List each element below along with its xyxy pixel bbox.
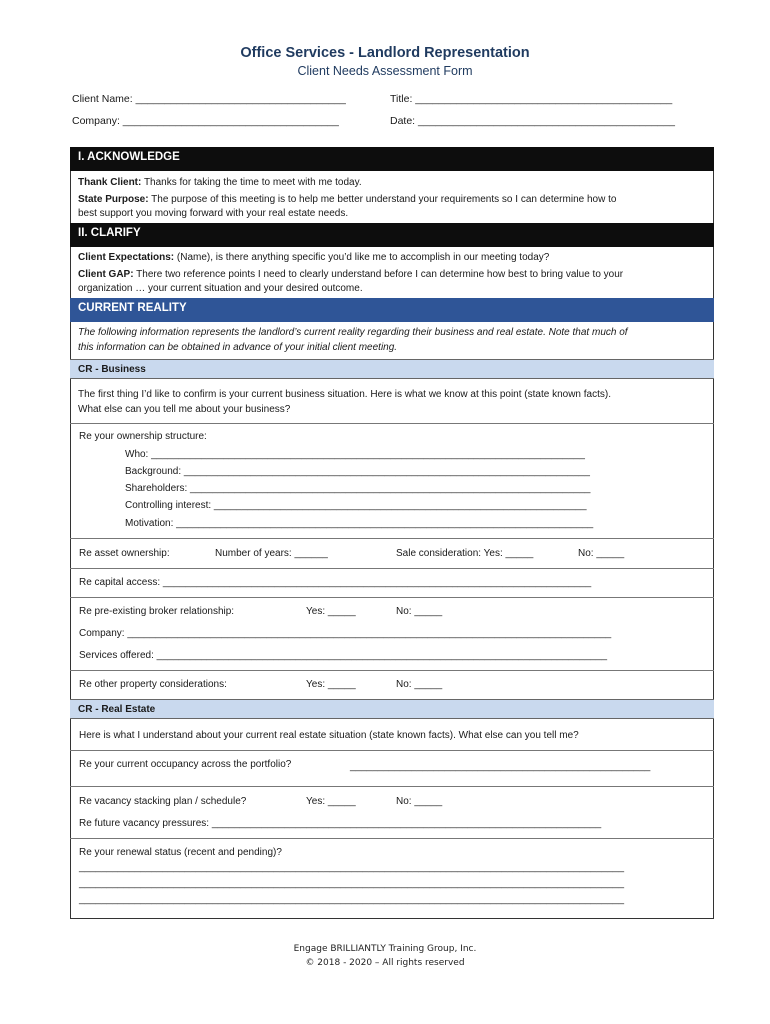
asset-sale-yes-field[interactable]: Sale consideration: Yes: _____ — [396, 548, 534, 559]
shareholders-field[interactable]: Shareholders: ________________________________________________________________________ — [125, 483, 591, 494]
divider — [70, 838, 714, 839]
client-gap-label: Client GAP: — [78, 269, 134, 280]
page-subtitle: Client Needs Assessment Form — [297, 64, 473, 78]
property-considerations-label: Re other property considerations: — [79, 679, 227, 690]
occupancy-label: Re your current occupancy across the portfolio? — [79, 759, 292, 770]
property-yes-field[interactable]: Yes: _____ — [306, 679, 356, 690]
services-offered-field[interactable]: Services offered: _________________________________________________________________________________ — [79, 650, 608, 661]
client-expectations-text: (Name), is there anything specific you’d like me to accomplish in our meeting today? — [174, 252, 550, 263]
ownership-label: Re your ownership structure: — [79, 431, 207, 442]
broker-no-field[interactable]: No: _____ — [396, 606, 443, 617]
current-reality-intro-2: this information can be obtained in advance of your initial client meeting. — [78, 342, 398, 353]
clarify-heading: II. CLARIFY — [70, 223, 714, 247]
acknowledge-heading: I. ACKNOWLEDGE — [70, 147, 714, 171]
asset-sale-no-field[interactable]: No: _____ — [578, 548, 625, 559]
vacancy-yes-field[interactable]: Yes: _____ — [306, 796, 356, 807]
divider — [70, 423, 714, 424]
future-vacancy-field[interactable]: Re future vacancy pressures: ______________________________________________________________________ — [79, 818, 602, 829]
title-field[interactable]: Title: ____________________________________________ — [390, 93, 673, 105]
divider — [70, 568, 714, 569]
business-confirm-2: What else can you tell me about your business? — [78, 404, 291, 415]
state-purpose-text: The purpose of this meeting is to help me better understand your requirements so I can determine how to — [148, 194, 617, 205]
page-title: Office Services - Landlord Representation — [240, 45, 530, 61]
state-purpose-label: State Purpose: — [78, 194, 149, 205]
footer — [0, 942, 770, 970]
renewal-line-2[interactable]: __________________________________________________________________________________________________ — [79, 878, 625, 889]
divider — [70, 597, 714, 598]
controlling-interest-field[interactable]: Controlling interest: ___________________________________________________________________ — [125, 500, 587, 511]
capital-access-field[interactable]: Re capital access: _____________________________________________________________________________ — [79, 577, 592, 588]
thank-client-label: Thank Client: — [78, 177, 142, 188]
divider — [70, 670, 714, 671]
broker-yes-field[interactable]: Yes: _____ — [306, 606, 356, 617]
vacancy-no-field[interactable]: No: _____ — [396, 796, 443, 807]
motivation-field[interactable]: Motivation: ___________________________________________________________________________ — [125, 518, 594, 529]
client-expectations-label: Client Expectations: — [78, 252, 175, 263]
vacancy-stacking-label: Re vacancy stacking plan / schedule? — [79, 796, 247, 807]
divider — [70, 750, 714, 751]
thank-client-row — [70, 175, 714, 190]
broker-relationship-label: Re pre-existing broker relationship: — [79, 606, 235, 617]
client-gap-text: There two reference points I need to clearly understand before I can determine how best to bring value to your — [133, 269, 624, 280]
footer-company: Engage BRILLIANTLY Training Group, Inc. — [293, 944, 477, 954]
asset-years-field[interactable]: Number of years: ______ — [215, 548, 328, 559]
current-reality-intro-1: The following information represents the landlord’s current reality regarding their business and real estate. Note that much of — [78, 327, 628, 338]
client-expectations-row — [70, 250, 714, 265]
current-reality-heading: CURRENT REALITY — [70, 298, 714, 322]
who-field[interactable]: Who: ______________________________________________________________________________ — [125, 449, 585, 460]
background-field[interactable]: Background: _________________________________________________________________________ — [125, 466, 590, 477]
renewal-status-label: Re your renewal status (recent and pending)? — [79, 847, 282, 858]
business-confirm-1: The first thing I’d like to confirm is your current business situation. Here is what we know at this point (state known facts). — [78, 389, 612, 400]
state-purpose-text-2: best support you moving forward with your real estate needs. — [78, 208, 349, 219]
client-name-field[interactable]: Client Name: ____________________________________ — [72, 93, 346, 105]
date-field[interactable]: Date: ____________________________________________ — [390, 115, 675, 127]
footer-copyright: © 2018 - 2020 – All rights reserved — [305, 958, 465, 968]
state-purpose-row — [70, 192, 714, 207]
asset-ownership-label: Re asset ownership: — [79, 548, 170, 559]
property-no-field[interactable]: No: _____ — [396, 679, 443, 690]
renewal-line-1[interactable]: __________________________________________________________________________________________________ — [79, 862, 625, 873]
occupancy-field[interactable]: ______________________________________________________ — [350, 761, 651, 772]
cr-business-heading: CR - Business — [70, 359, 714, 379]
client-gap-row — [70, 267, 714, 282]
cr-real-estate-heading: CR - Real Estate — [70, 699, 714, 719]
client-gap-text-2: organization … your current situation and your desired outcome. — [78, 283, 363, 294]
broker-company-field[interactable]: Company: _______________________________________________________________________________________ — [79, 628, 612, 639]
renewal-line-3[interactable]: __________________________________________________________________________________________________ — [79, 894, 625, 905]
thank-client-text: Thanks for taking the time to meet with me today. — [141, 177, 362, 188]
divider — [70, 786, 714, 787]
divider — [70, 538, 714, 539]
real-estate-understand: Here is what I understand about your current real estate situation (state known facts). What else can you tell me? — [79, 730, 579, 741]
company-field[interactable]: Company: _____________________________________ — [72, 115, 339, 127]
